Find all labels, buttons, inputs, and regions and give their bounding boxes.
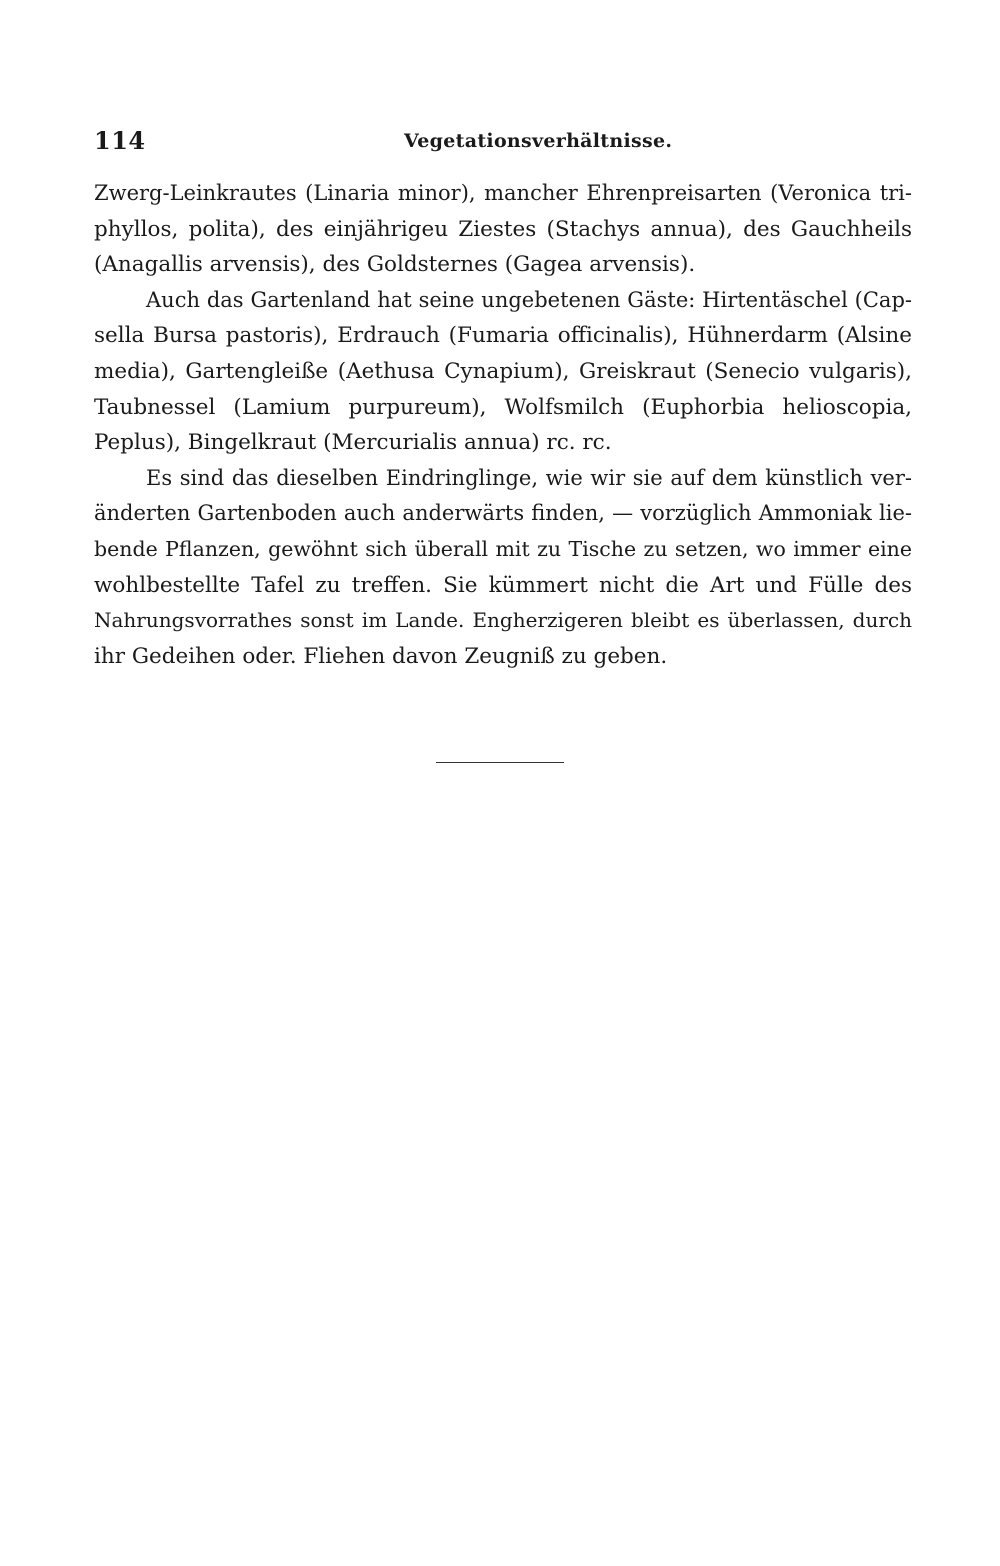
text-line: sella Bursa pastoris), Erdrauch (Fumaria officinalis), Hühnerdarm (Alsine xyxy=(94,323,912,349)
text-line: phyllos, polita), des einjährigeu Ziestes (Stachys annua), des Gauchheils xyxy=(94,216,912,242)
text-line: Peplus), Bingelkraut (Mercurialis annua) rc. rc. xyxy=(94,430,612,456)
text-line: Taubnessel (Lamium purpureum), Wolfsmilch (Euphorbia helioscopia, xyxy=(94,394,912,420)
page-header xyxy=(94,126,914,160)
text-line: Zwerg-Leinkrautes (Linaria minor), mancher Ehrenpreisarten (Veronica tri- xyxy=(94,181,912,205)
text-line: Auch das Gartenland hat seine ungebetenen Gäste: Hirtentäschel (Cap- xyxy=(146,287,912,312)
text-line: wohlbestellte Tafel zu treffen. Sie kümmert nicht die Art und Fülle des xyxy=(94,572,912,598)
text-line: (Anagallis arvensis), des Goldsternes (Gagea arvensis). xyxy=(94,252,696,278)
page-number: 114 xyxy=(94,126,146,155)
running-head: Vegetationsverhältnisse. xyxy=(404,130,673,152)
text-line: Es sind das dieselben Eindringlinge, wie wir sie auf dem künstlich ver- xyxy=(146,465,912,490)
text-line: ihr Gedeihen oder. Fliehen davon Zeugniß zu geben. xyxy=(94,643,668,669)
body-text xyxy=(94,176,912,674)
text-line: media), Gartengleiße (Aethusa Cynapium), Greiskraut (Senecio vulgaris), xyxy=(94,358,912,384)
text-line: änderten Gartenboden auch anderwärts finden, — vorzüglich Ammoniak lie- xyxy=(94,501,912,526)
text-line: bende Pflanzen, gewöhnt sich überall mit zu Tische zu setzen, wo immer eine xyxy=(94,536,912,561)
section-end-rule xyxy=(436,762,564,763)
text-line: Nahrungsvorrathes sonst im Lande. Engherzigeren bleibt es überlassen, durch xyxy=(94,608,912,633)
